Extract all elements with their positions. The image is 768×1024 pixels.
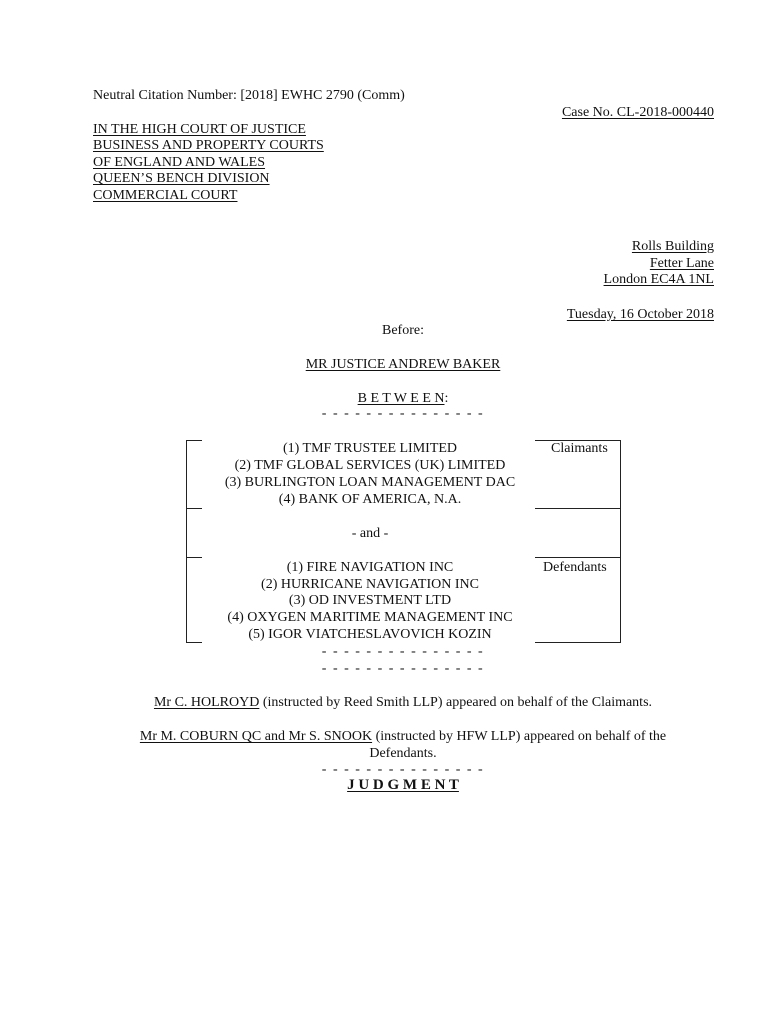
defendants-counsel-name: Mr M. COBURN QC and Mr S. SNOOK — [139, 729, 373, 744]
court-line-2: BUSINESS AND PROPERTY COURTS — [93, 138, 324, 153]
judgment-heading: J U D G M E N T — [347, 777, 459, 793]
hearing-date: Tuesday, 16 October 2018 — [566, 307, 714, 322]
defendant-4: (4) OXYGEN MARITIME MANAGEMENT INC — [227, 610, 513, 625]
and-label: - and - — [351, 526, 389, 541]
claimant-4: (4) BANK OF AMERICA, N.A. — [278, 492, 462, 507]
judge-name: MR JUSTICE ANDREW BAKER — [305, 357, 501, 372]
neutral-citation: Neutral Citation Number: [2018] EWHC 2790 (Comm) — [93, 88, 405, 103]
defendant-3: (3) OD INVESTMENT LTD — [288, 593, 452, 608]
box-right-border — [620, 440, 621, 643]
claimants-counsel-details: (instructed by Reed Smith LLP) appeared on behalf of the Claimants. — [259, 695, 653, 710]
case-number: Case No. CL-2018-000440 — [561, 105, 714, 120]
claimants-counsel-name: Mr C. HOLROYD — [153, 695, 260, 710]
claimants-counsel — [0, 694, 768, 711]
defendants-label: Defendants — [543, 560, 607, 575]
between-colon: : — [444, 391, 449, 406]
address-line-1: Rolls Building — [631, 239, 714, 254]
court-line-3: OF ENGLAND AND WALES — [93, 155, 266, 170]
dash-separator-4: - - - - - - - - - - - - - - - — [321, 762, 485, 777]
claimant-1: (1) TMF TRUSTEE LIMITED — [282, 441, 458, 456]
claimant-3: (3) BURLINGTON LOAN MANAGEMENT DAC — [224, 475, 516, 490]
claimant-2: (2) TMF GLOBAL SERVICES (UK) LIMITED — [234, 458, 506, 473]
box-right-tick-2 — [535, 508, 621, 509]
dash-separator-1: - - - - - - - - - - - - - - - — [321, 406, 485, 421]
box-right-tick-3 — [535, 557, 621, 558]
dash-separator-2: - - - - - - - - - - - - - - - — [321, 644, 485, 659]
defendant-2: (2) HURRICANE NAVIGATION INC — [261, 577, 479, 592]
box-left-border — [186, 440, 187, 643]
between-label: B E T W E E N — [357, 391, 445, 406]
box-left-tick-2 — [186, 508, 202, 509]
address-line-3: London EC4A 1NL — [603, 272, 714, 287]
court-line-1: IN THE HIGH COURT OF JUSTICE — [93, 122, 306, 137]
claimants-label: Claimants — [551, 441, 608, 456]
defendant-1: (1) FIRE NAVIGATION INC — [286, 560, 454, 575]
court-line-5: COMMERCIAL COURT — [93, 188, 238, 203]
dash-separator-3: - - - - - - - - - - - - - - - — [321, 661, 485, 676]
before-label: Before: — [382, 323, 424, 338]
address-line-2: Fetter Lane — [649, 256, 714, 271]
defendants-counsel-line-2: Defendants. — [369, 746, 437, 761]
defendant-5: (5) IGOR VIATCHESLAVOVICH KOZIN — [248, 627, 492, 642]
defendants-counsel-line-1 — [0, 728, 768, 745]
defendants-counsel-details: (instructed by HFW LLP) appeared on behalf of the — [372, 729, 667, 744]
box-left-tick-3 — [186, 557, 202, 558]
court-line-4: QUEEN’S BENCH DIVISION — [93, 171, 270, 186]
